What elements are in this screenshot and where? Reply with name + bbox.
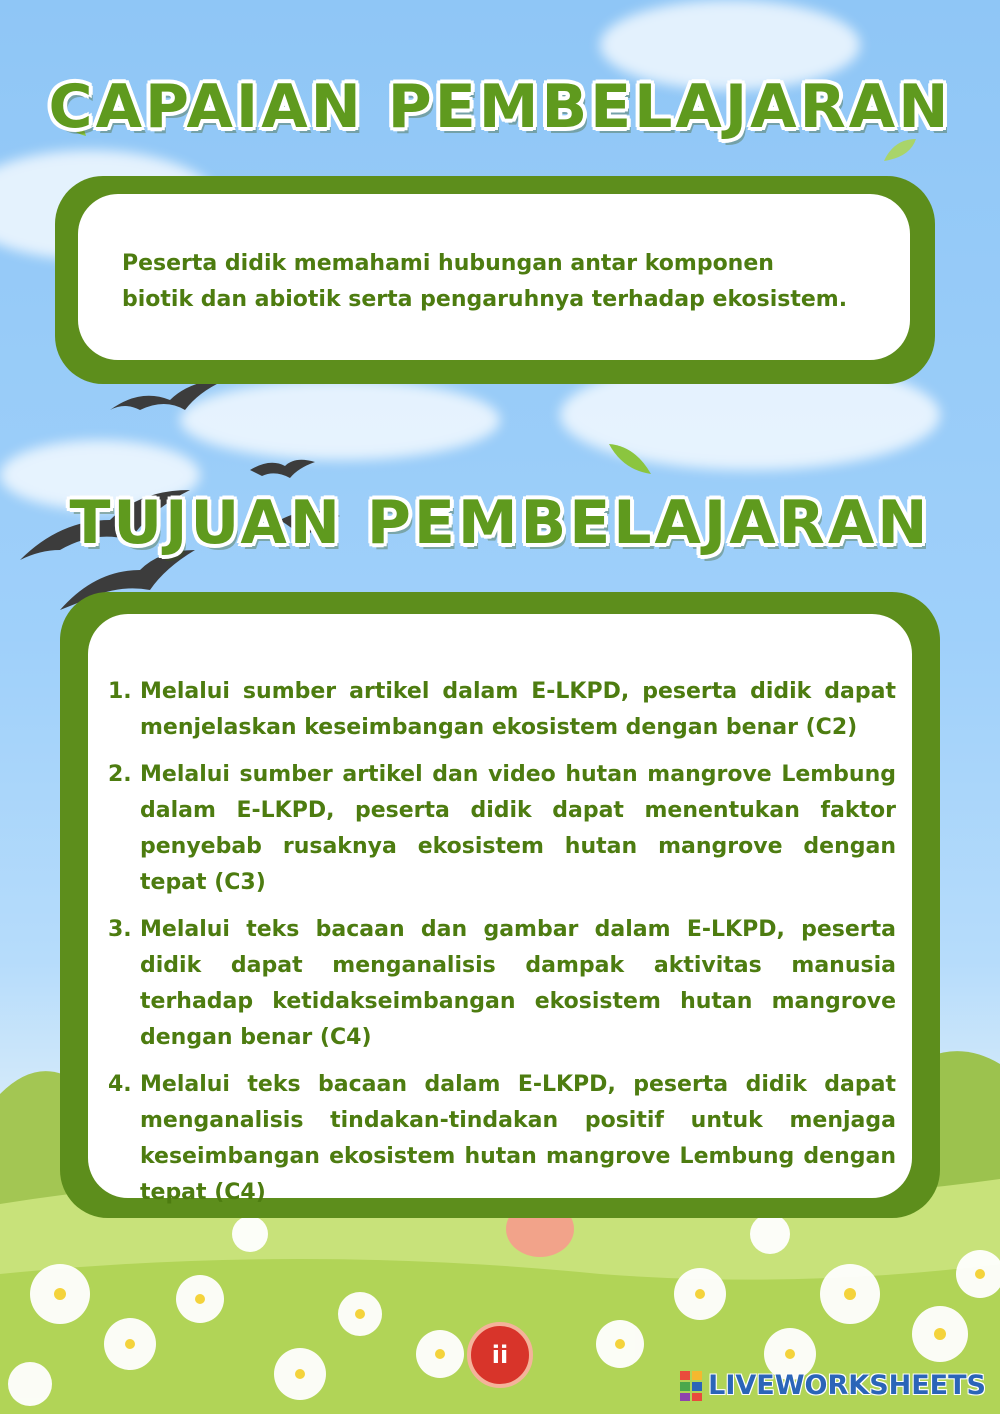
list-item: 4. Melalui teks bacaan dalam E-LKPD, peserta didik dapat menganalisis tindakan-tindakan positif untuk menjaga keseimbangan ekosistem hutan mangrove Lembung dengan tepat (C4) — [108, 1072, 896, 1205]
liveworksheets-icon — [680, 1371, 702, 1401]
capaian-box-inner — [78, 194, 910, 360]
page-number-badge: ii — [467, 1322, 533, 1388]
heading-tujuan: TUJUAN PEMBELAJARAN — [69, 488, 931, 558]
liveworksheets-logo[interactable] — [680, 1370, 986, 1401]
tujuan-box-inner — [88, 614, 912, 1205]
watermark-text: LIVEWORKSHEETS — [708, 1370, 986, 1401]
capaian-text: Peserta didik memahami hubungan antar komponen biotik dan abiotik serta pengaruhnya terhadap ekosistem. — [122, 251, 848, 312]
leaf-icon — [605, 440, 655, 480]
tujuan-list — [108, 674, 896, 1222]
list-item: 3. Melalui teks bacaan dan gambar dalam E-LKPD, peserta didik dapat menganalisis dampak aktivitas manusia terhadap ketidakseimbangan ekosistem hutan mangrove dengan benar (C4) — [108, 917, 896, 1050]
list-item: 1. Melalui sumber artikel dalam E-LKPD, peserta didik dapat menjelaskan keseimbangan ekosistem dengan benar (C2) — [108, 679, 896, 740]
heading-capaian: CAPAIAN PEMBELAJARAN — [48, 72, 952, 142]
list-item: 2. Melalui sumber artikel dan video hutan mangrove Lembung dalam E-LKPD, peserta didik dapat menentukan faktor penyebab rusaknya ekosistem hutan mangrove dengan tepat (C3) — [108, 762, 896, 895]
